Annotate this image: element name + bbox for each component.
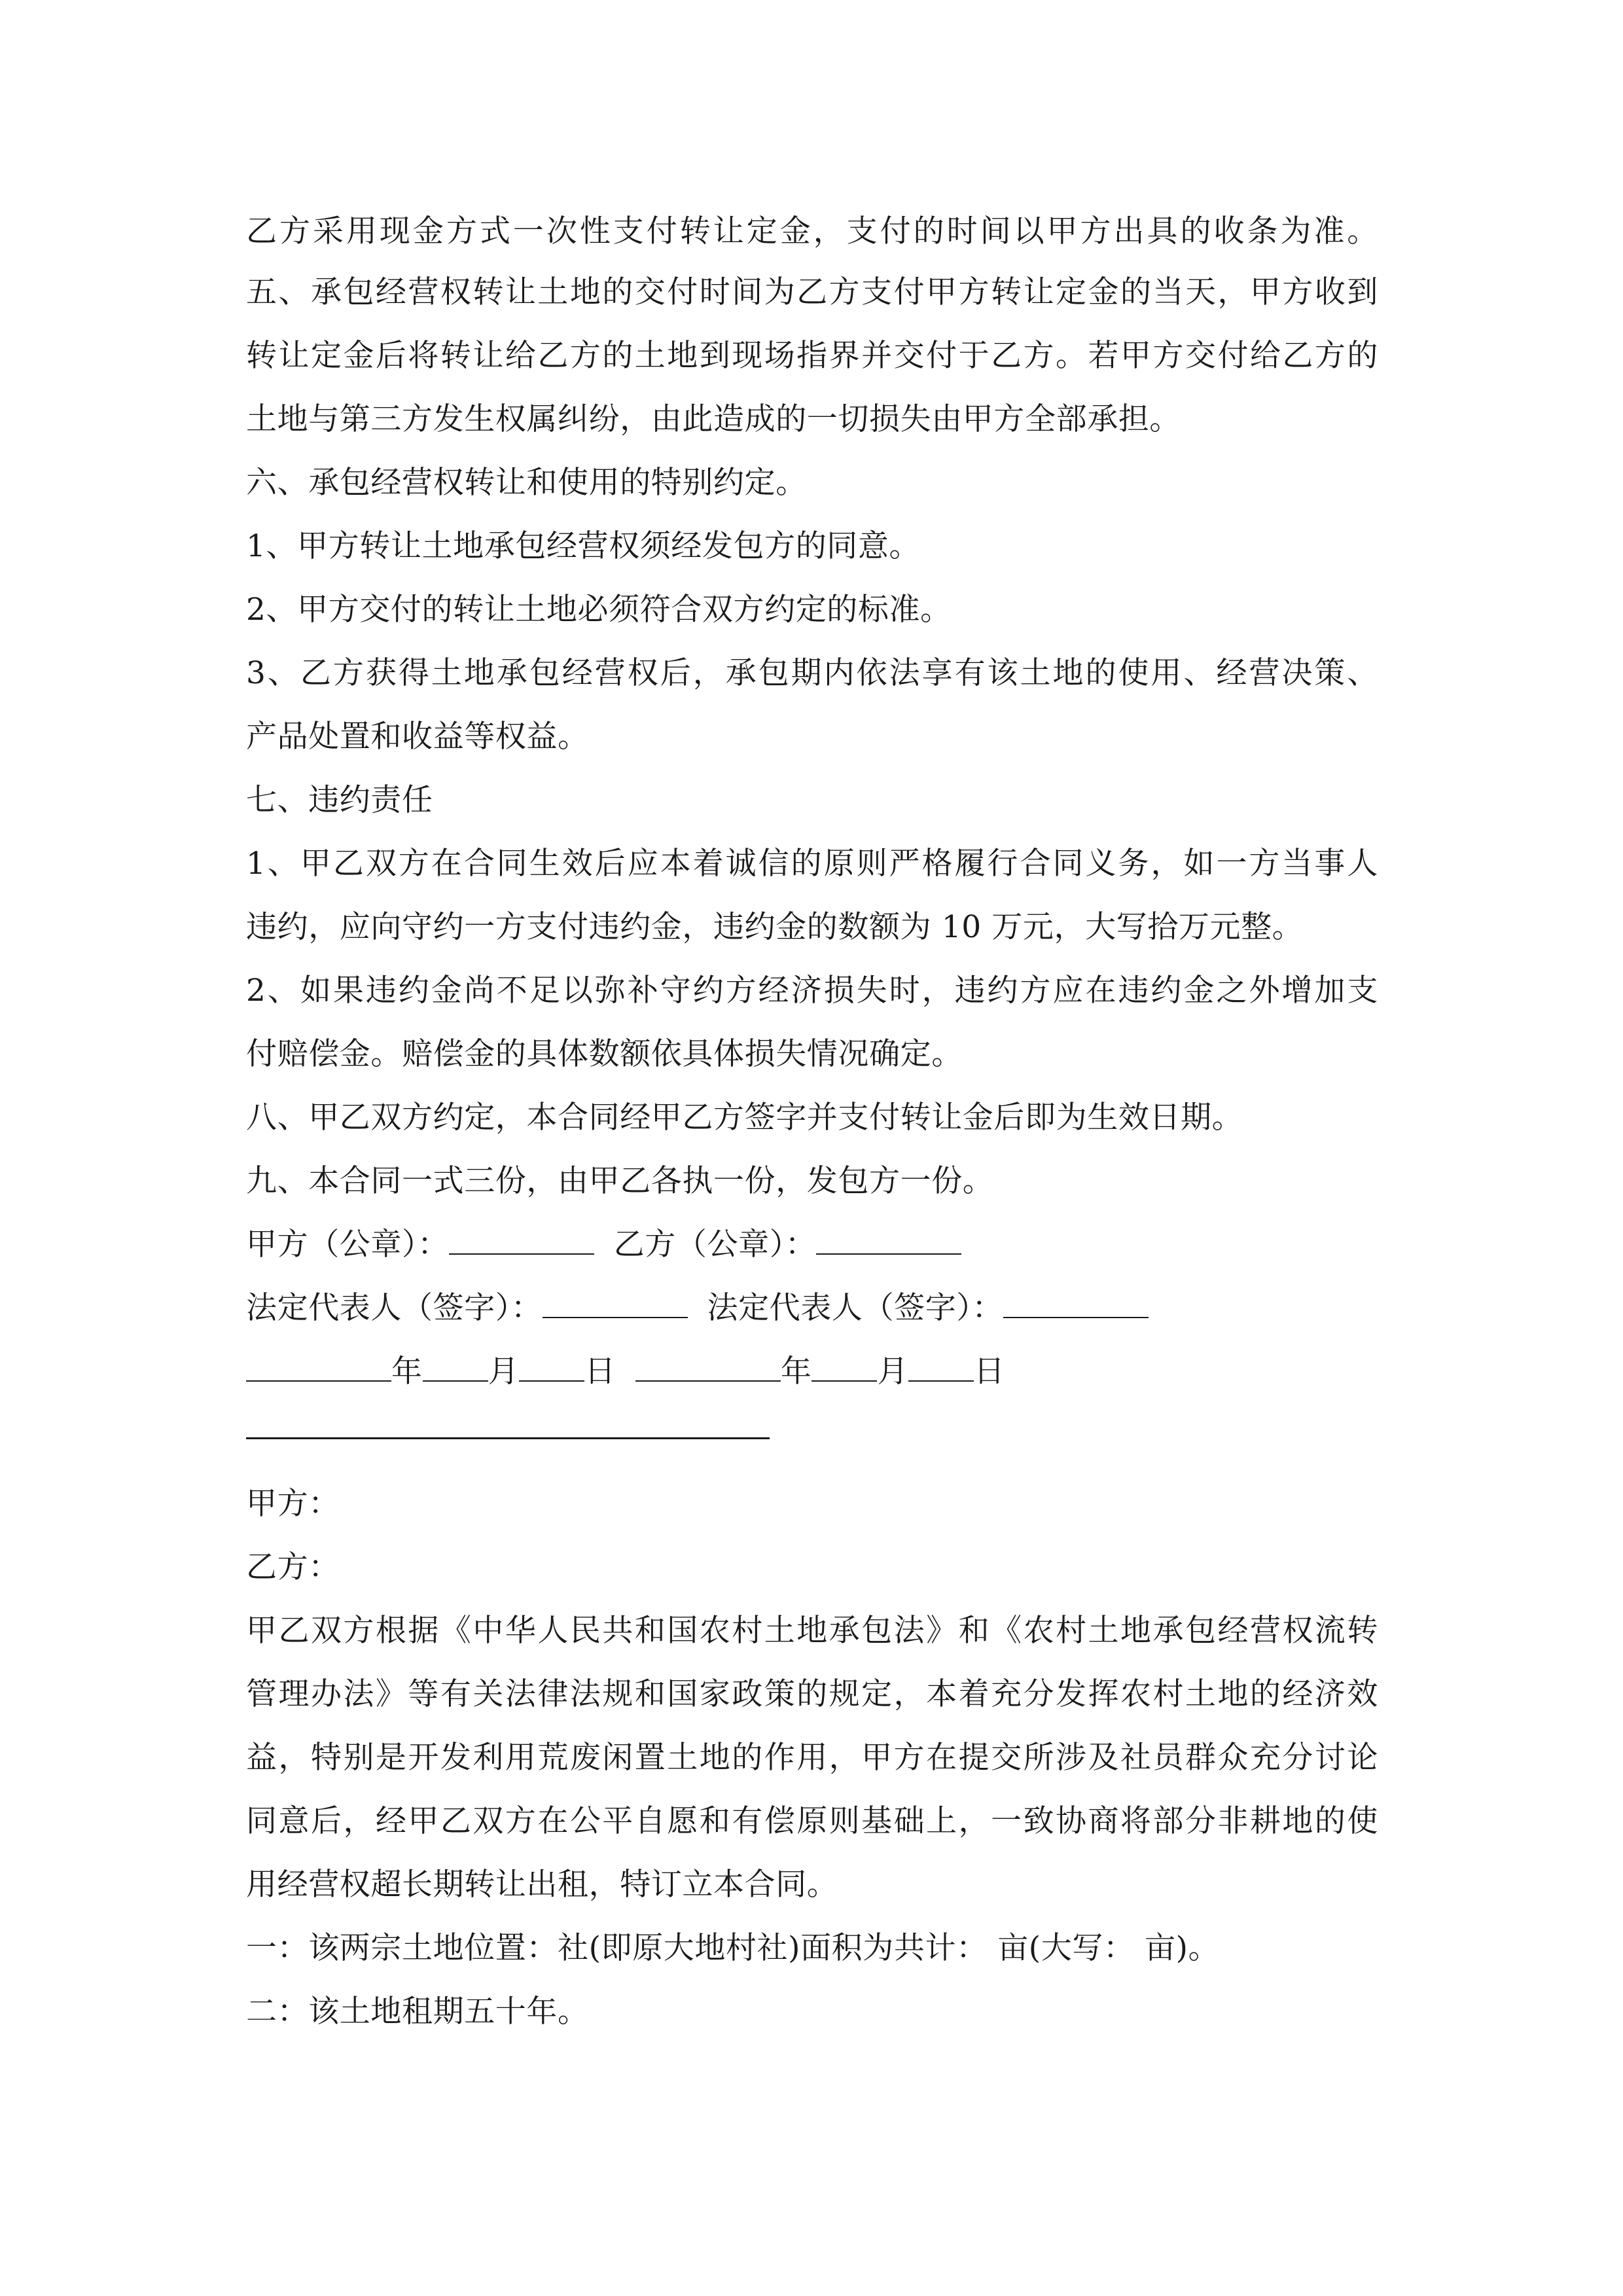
seal-row xyxy=(246,1221,961,1268)
party-b-seal-label: 乙方（公章）： xyxy=(613,1227,817,1263)
paragraph-line: 同意后，经甲乙双方在公平自愿和有偿原则基础上，一致协商将部分非耕地的使 xyxy=(246,1803,1378,1839)
party-a-seal-blank[interactable] xyxy=(449,1227,594,1255)
paragraph-line: 益，特别是开发利用荒废闲置土地的作用，甲方在提交所涉及社员群众充分讨论 xyxy=(246,1740,1378,1776)
paragraph-line: 五、承包经营权转让土地的交付时间为乙方支付甲方转让定金的当天，甲方收到 xyxy=(246,274,1378,310)
paragraph-line: 产品处置和收益等权益。 xyxy=(246,719,589,755)
paragraph-line: 转让定金后将转让给乙方的土地到现场指界并交付于乙方。若甲方交付给乙方的 xyxy=(246,338,1378,374)
rep-a-blank[interactable] xyxy=(543,1291,688,1318)
day-label: 日 xyxy=(584,1354,616,1390)
date-b-year-blank[interactable] xyxy=(635,1354,781,1382)
paragraph-line: 甲乙双方根据《中华人民共和国农村土地承包法》和《农村土地承包经营权流转 xyxy=(246,1613,1378,1649)
list-item: 1、甲方转让土地承包经营权须经发包方的同意。 xyxy=(246,528,921,564)
clause-1: 一：该两宗土地位置：社(即原大地村社)面积为共计： 亩(大写： 亩)。 xyxy=(246,1930,1220,1966)
representative-row xyxy=(246,1285,1149,1332)
date-row xyxy=(246,1348,1005,1395)
list-item: 1、甲乙双方在合同生效后应本着诚信的原则严格履行合同义务，如一方当事人 xyxy=(246,846,1378,882)
rep-a-label: 法定代表人（签字）： xyxy=(246,1290,543,1326)
date-b-month-blank[interactable] xyxy=(812,1354,877,1382)
date-b-day-blank[interactable] xyxy=(908,1354,974,1382)
paragraph-line: 违约，应向守约一方支付违约金，违约金的数额为 10 万元，大写拾万元整。 xyxy=(246,909,1304,945)
section-heading: 六、承包经营权转让和使用的特别约定。 xyxy=(246,465,807,501)
section-heading: 九、本合同一式三份，由甲乙各执一份，发包方一份。 xyxy=(246,1163,994,1199)
list-item: 2、甲方交付的转让土地必须符合双方约定的标准。 xyxy=(246,592,952,628)
paragraph-line: 土地与第三方发生权属纠纷，由此造成的一切损失由甲方全部承担。 xyxy=(246,401,1181,437)
day-label: 日 xyxy=(974,1354,1005,1390)
date-a-year-blank[interactable] xyxy=(246,1354,391,1382)
party-a-label: 甲方： xyxy=(246,1486,340,1522)
list-item: 3、乙方获得土地承包经营权后，承包期内依法享有该土地的使用、经营决策、 xyxy=(246,655,1378,691)
rep-b-label: 法定代表人（签字）： xyxy=(707,1290,1003,1326)
list-item: 2、如果违约金尚不足以弥补守约方经济损失时，违约方应在违约金之外增加支 xyxy=(246,973,1378,1009)
party-b-seal-blank[interactable] xyxy=(816,1227,961,1255)
year-label: 年 xyxy=(780,1354,812,1390)
party-a-seal-label: 甲方（公章）： xyxy=(246,1227,449,1263)
rep-b-blank[interactable] xyxy=(1003,1291,1149,1318)
paragraph-line: 付赔偿金。赔偿金的具体数额依具体损失情况确定。 xyxy=(246,1036,963,1072)
month-label: 月 xyxy=(488,1354,520,1390)
section-heading: 八、甲乙双方约定，本合同经甲乙方签字并支付转让金后即为生效日期。 xyxy=(246,1100,1243,1136)
paragraph-line: 管理办法》等有关法律法规和国家政策的规定，本着充分发挥农村土地的经济效 xyxy=(246,1676,1378,1712)
section-heading: 七、违约责任 xyxy=(246,782,433,818)
section-divider xyxy=(246,1437,770,1439)
paragraph-line: 用经营权超长期转让出租，特订立本合同。 xyxy=(246,1867,838,1903)
paragraph-line: 乙方采用现金方式一次性支付转让定金，支付的时间以甲方出具的收条为准。 xyxy=(246,213,1378,249)
date-a-month-blank[interactable] xyxy=(423,1354,488,1382)
year-label: 年 xyxy=(391,1354,423,1390)
clause-2: 二：该土地租期五十年。 xyxy=(246,1994,589,2030)
date-a-day-blank[interactable] xyxy=(519,1354,584,1382)
party-b-label: 乙方： xyxy=(246,1549,340,1585)
month-label: 月 xyxy=(877,1354,909,1390)
